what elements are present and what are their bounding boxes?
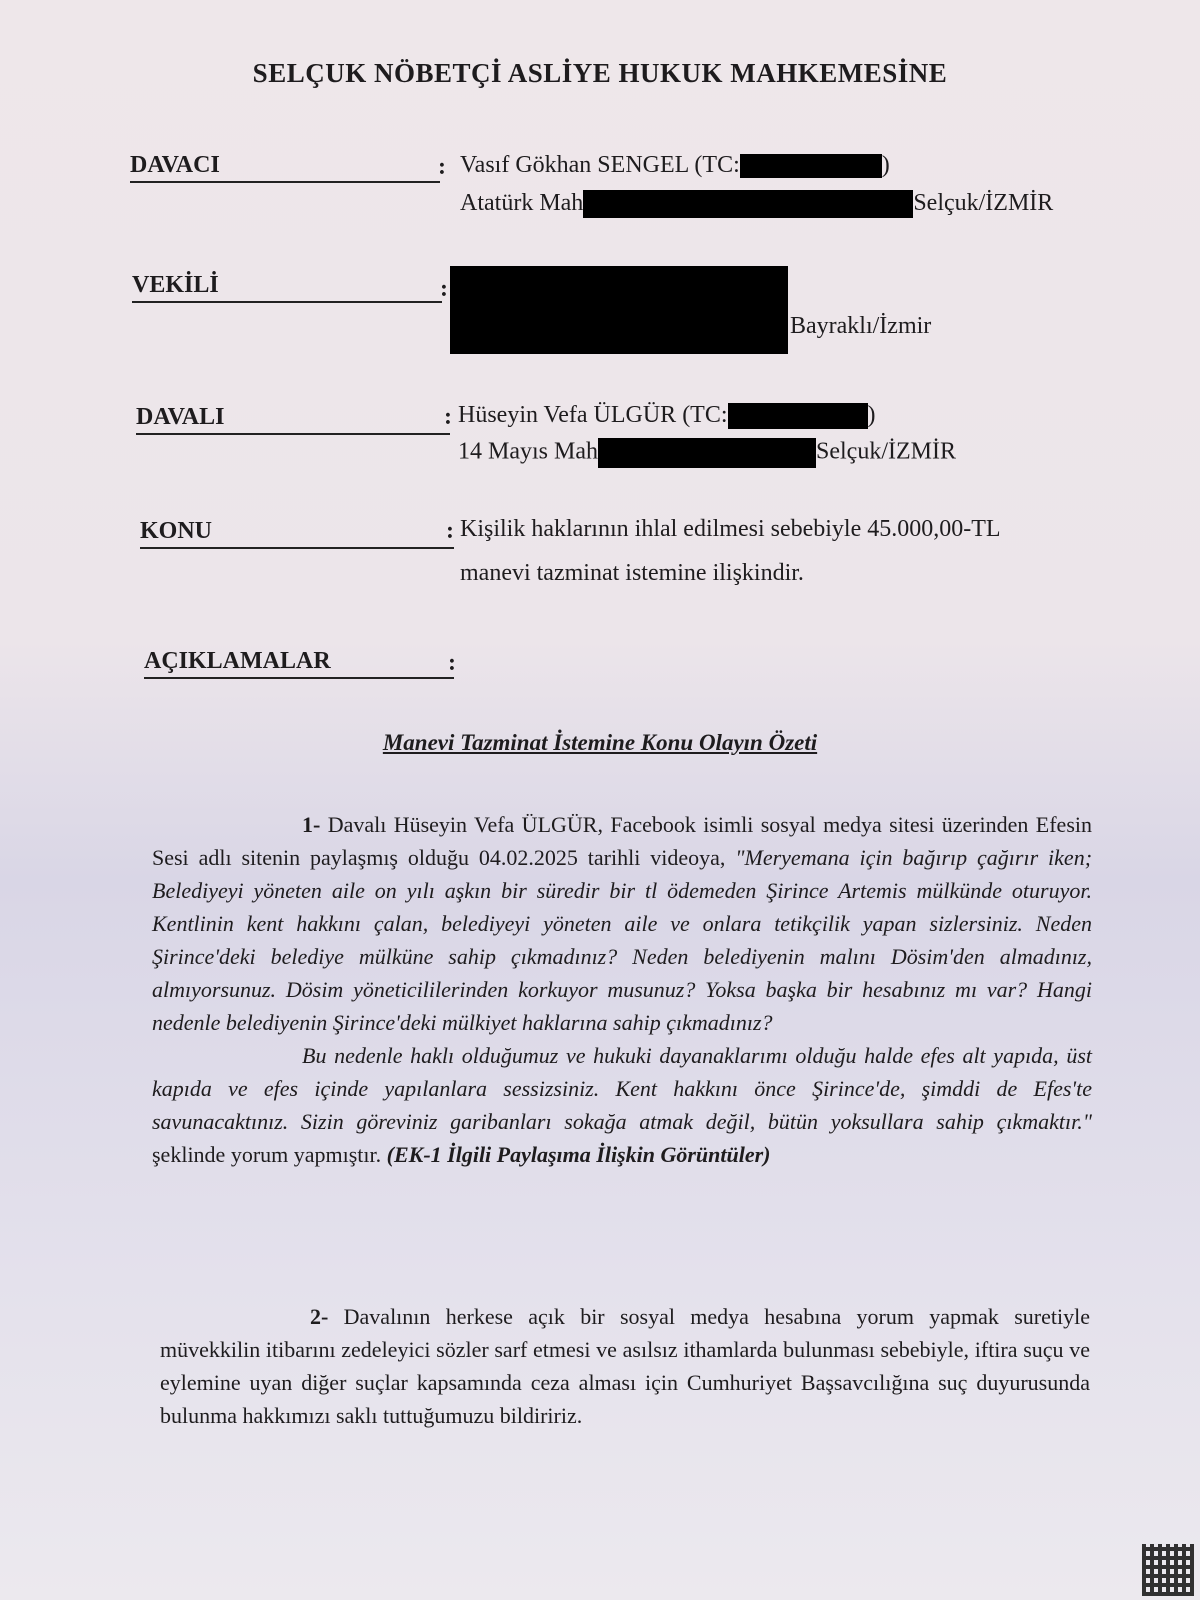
davaci-address	[460, 190, 1053, 218]
konu-line2: manevi tazminat istemine ilişkindir.	[460, 560, 804, 586]
davali-address-start: 14 Mayıs Mah	[458, 438, 598, 465]
konu-label: KONU	[140, 518, 454, 549]
konu-line1: Kişilik haklarının ihlal edilmesi sebebiyle 45.000,00-TL	[460, 516, 1001, 542]
court-title: SELÇUK NÖBETÇİ ASLİYE HUKUK MAHKEMESİNE	[252, 58, 948, 88]
davaci-tc-redaction	[740, 154, 882, 178]
section-subheading: Manevi Tazminat İstemine Konu Olayın Özeti	[382, 730, 818, 755]
vekili-label: VEKİLİ	[132, 272, 442, 303]
vekili-redaction	[450, 266, 788, 354]
davaci-address-start: Atatürk Mah	[460, 190, 584, 216]
aciklamalar-colon: :	[448, 650, 456, 676]
davaci-colon: :	[438, 154, 446, 180]
davaci-address-redaction	[583, 190, 913, 218]
davaci-label: DAVACI	[130, 152, 440, 183]
davaci-name	[460, 152, 890, 179]
davali-label: DAVALI	[136, 404, 450, 435]
davaci-address-end: Selçuk/İZMİR	[913, 190, 1054, 216]
paragraph-1-quote2: Bu nedenle haklı olduğumuz ve hukuki dayanaklarımı olduğu halde efes alt yapıda, üst kapıda ve efes içinde yapılanlara sessizsiniz. Kent hakkını önce Şirince'de, şimddi de Efes'te savunacaktınız. Sizin göreviniz garibanları sokağa atmak değil, bütün yoksullara sahip çıkmaktır."	[152, 1043, 1092, 1134]
paragraph-1-quote: "Meryemana için bağırıp çağırır iken; Belediyeyi yöneten aile on yılı aşkın bir süredir bir tl ödemeden Şirince Artemis mülkünde oturuyor. Kentlinin kent hakkını çalan, belediyeyi yöneten aile ve onlara tetikçilik yapan sizlersiniz. Neden Şirince'deki belediye mülküne sahip çıkmadınız? Neden belediyenin malını Dösim'den almadınız, almıyorsunuz. Dösim yöneticililerinden korkuyor musunuz? Yoksa başka bir hesabınız mı var? Hangi nedenle belediyenin Şirince'deki mülkiyet haklarına sahip çıkmadınız?	[152, 845, 1093, 1035]
paragraph-1-intro: Davalı Hüseyin Vefa ÜLGÜR, Facebook isimli sosyal medya sitesi üzerinden Efesin Sesi adlı sitenin paylaşmış olduğu 04.02.2025 tarihli videoya,	[152, 812, 1093, 870]
davali-address	[458, 438, 956, 468]
paragraph-1-number: 1-	[302, 812, 321, 837]
davaci-name-text: Vasıf Gökhan SENGEL (TC:	[460, 152, 740, 178]
davali-tc-redaction	[728, 403, 868, 429]
qr-code	[1142, 1544, 1194, 1596]
vekili-address-end: Bayraklı/İzmir	[790, 313, 932, 339]
davali-address-redaction	[598, 438, 816, 468]
konu-colon: :	[446, 518, 454, 544]
davali-name-close: )	[867, 402, 876, 428]
paragraph-2-text: Davalının herkese açık bir sosyal medya hesabına yorum yapmak suretiyle müvekkilin itibarını zedeleyici sözler sarf etmesi ve asılsız ithamlarda bulunması sebebiyle, iftira suçu ve eylemine uyan diğer suçlar kapsamında ceza alması için Cumhuriyet Başsavcılığına suç duyurusunda bulunma hakkımızı saklı tuttuğumuzu bildiririz.	[160, 1304, 1090, 1428]
paragraph-1	[152, 808, 1092, 1171]
aciklamalar-label: AÇIKLAMALAR	[144, 648, 454, 679]
davali-name-text: Hüseyin Vefa ÜLGÜR (TC:	[458, 402, 728, 428]
paragraph-1-outro: şeklinde yorum yapmıştır.	[152, 1142, 382, 1167]
davali-name	[458, 402, 876, 429]
davali-address-end: Selçuk/İZMİR	[816, 438, 956, 465]
vekili-colon: :	[440, 276, 448, 302]
davali-colon: :	[444, 404, 452, 430]
paragraph-2-number: 2-	[310, 1304, 329, 1329]
davaci-name-close: )	[881, 152, 890, 178]
paragraph-2	[160, 1300, 1090, 1432]
paragraph-1-ek: (EK-1 İlgili Paylaşıma İlişkin Görüntüler)	[386, 1142, 771, 1167]
